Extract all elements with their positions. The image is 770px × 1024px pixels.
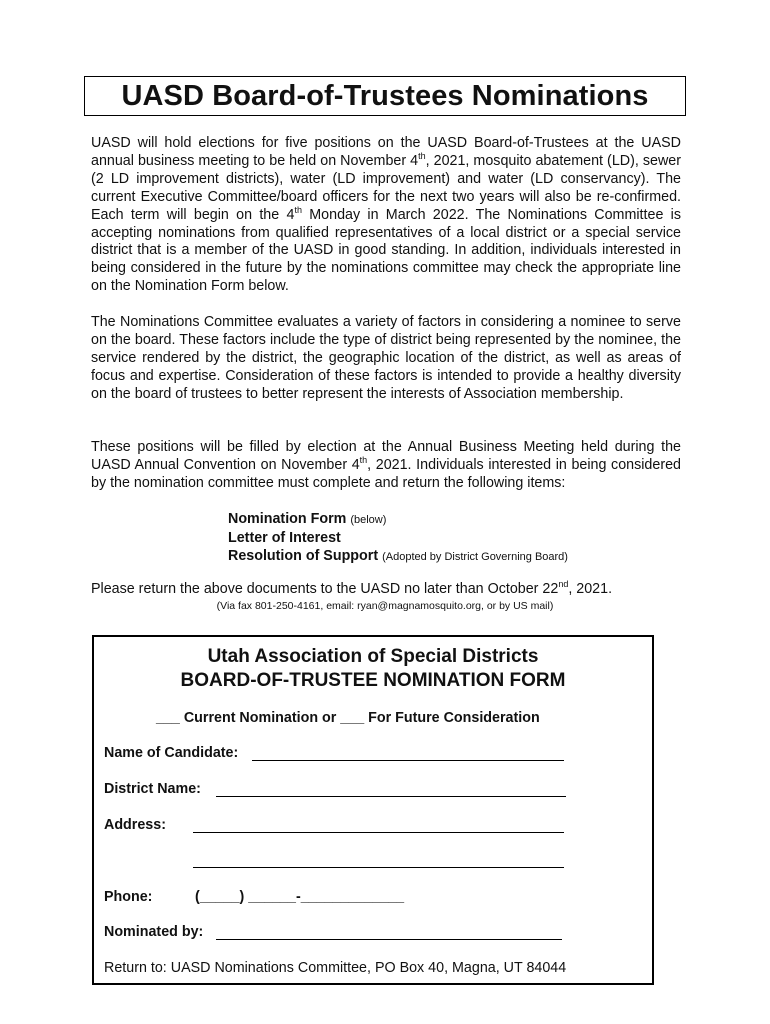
candidate-name-label: Name of Candidate:: [104, 745, 239, 761]
list-item: Letter of Interest: [228, 530, 341, 546]
factors-paragraph: The Nominations Committee evaluates a variety of factors in considering a nominee to serve on the board. These factors include the type of district being represented by the nominee, the service rendered by the district, the geographic location of the district, as well as areas of focus and expertise. Consideration of these factors is intended to provide a healthy diversity on the board of trustees to better represent the interests of Association membership.: [91, 314, 681, 402]
nomination-form: [92, 635, 654, 985]
return-notice: Please return the above documents to the UASD no later than October 22nd, 2021.: [91, 579, 613, 597]
address-label: Address:: [104, 817, 166, 833]
candidate-name-field[interactable]: [252, 760, 564, 761]
address-field-line-1[interactable]: [193, 832, 564, 833]
page-title: UASD Board-of-Trustees Nominations: [121, 79, 649, 112]
district-name-field[interactable]: [216, 796, 566, 797]
election-paragraph: These positions will be filled by election at the Annual Business Meeting held during the UASD Annual Convention on November 4th, 2021. Individuals interested in being considered by the nomination committee must complete and return the following items:: [91, 439, 681, 491]
title-box: [84, 76, 686, 116]
phone-field[interactable]: (_____) ______-_____________: [195, 889, 405, 905]
list-item: Resolution of Support (Adopted by District Governing Board): [228, 548, 568, 564]
district-name-label: District Name:: [104, 781, 201, 797]
nominated-by-label: Nominated by:: [104, 924, 204, 940]
contact-note: (Via fax 801-250-4161, email: ryan@magnamosquito.org, or by US mail): [216, 600, 554, 612]
form-org-name: Utah Association of Special Districts: [207, 646, 539, 667]
required-items-list: [228, 510, 568, 566]
nomination-choice[interactable]: ___ Current Nomination or ___ For Future Consideration: [156, 710, 540, 726]
nominated-by-field[interactable]: [216, 939, 562, 940]
address-field-line-2[interactable]: [193, 867, 564, 868]
return-to-address: Return to: UASD Nominations Committee, PO Box 40, Magna, UT 84044: [104, 960, 567, 976]
list-item: Nomination Form (below): [228, 511, 387, 527]
form-title: BOARD-OF-TRUSTEE NOMINATION FORM: [180, 670, 566, 691]
intro-paragraph: UASD will hold elections for five positions on the UASD Board-of-Trustees at the UASD annual business meeting to be held on November 4th, 2021, mosquito abatement (LD), sewer (2 LD improvement districts), water (LD improvement) and water (LD conservancy). The current Executive Committee/board officers for the next two years will also be re-confirmed. Each term will begin on the 4th Monday in March 2022. The Nominations Committee is accepting nominations from qualified representatives of a local district or a special service district that is a member of the UASD in good standing. In addition, individuals interested in being considered in the future by the nominations committee may check the appropriate line on the Nomination Form below.: [91, 135, 682, 295]
phone-label: Phone:: [104, 889, 153, 905]
